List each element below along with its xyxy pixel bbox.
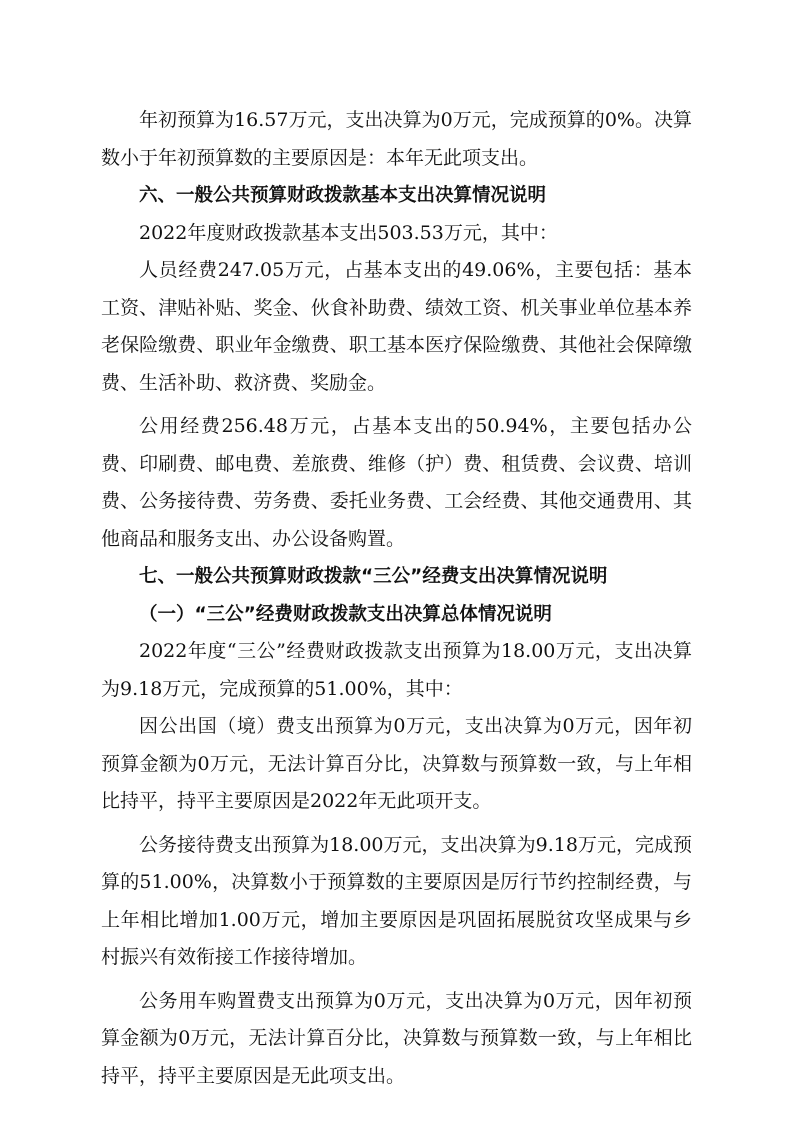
paragraph-public-expenses: 公用经费256.48万元，占基本支出的50.94%，主要包括办公费、印刷费、邮电费、差旅费、维修（护）费、租赁费、会议费、培训费、公务接待费、劳务费、委托业务费、工会经费、其他交通费用、其他商品和服务支出、办公设备购置。 [101,415,692,550]
paragraph-vehicle-purchase: 公务用车购置费支出预算为0万元，支出决算为0万元，因年初预算金额为0万元，无法计算百分比，决算数与预算数一致，与上年相比持平，持平主要原因是无此项支出。 [101,989,692,1087]
heading-subsection-1: （一）“三公”经费财政拨款支出决算总体情况说明 [139,603,552,625]
paragraph-personnel-expenses: 人员经费247.05万元，占基本支出的49.06%，主要包括：基本工资、津贴补贴、奖金、伙食补助费、绩效工资、机关事业单位基本养老保险缴费、职业年金缴费、职工基本医疗保险缴费、其他社会保障缴费、生活补助、救济费、奖励金。 [101,259,692,394]
paragraph-three-public-total: 2022年度“三公”经费财政拨款支出预算为18.00万元，支出决算为9.18万元，完成预算的51.00%，其中： [101,640,692,700]
paragraph-basic-expenditure: 2022年度财政拨款基本支出503.53万元，其中： [139,221,558,244]
heading-section-7: 七、一般公共预算财政拨款“三公”经费支出决算情况说明 [139,566,608,587]
heading-section-6: 六、一般公共预算财政拨款基本支出决算情况说明 [139,185,547,206]
paragraph-overseas-travel: 因公出国（境）费支出预算为0万元，支出决算为0万元，因年初预算金额为0万元，无法计算百分比，决算数与预算数一致，与上年相比持平，持平主要原因是2022年无此项开支。 [101,715,692,812]
paragraph-budget-note: 年初预算为16.57万元，支出决算为0万元，完成预算的0%。决算数小于年初预算数的主要原因是：本年无此项支出。 [101,109,692,169]
paragraph-official-reception: 公务接待费支出预算为18.00万元，支出决算为9.18万元，完成预算的51.00%，决算数小于预算数的主要原因是厉行节约控制经费，与上年相比增加1.00万元，增加主要原因是巩固拓展脱贫攻坚成果与乡村振兴有效衔接工作接待增加。 [101,833,692,968]
